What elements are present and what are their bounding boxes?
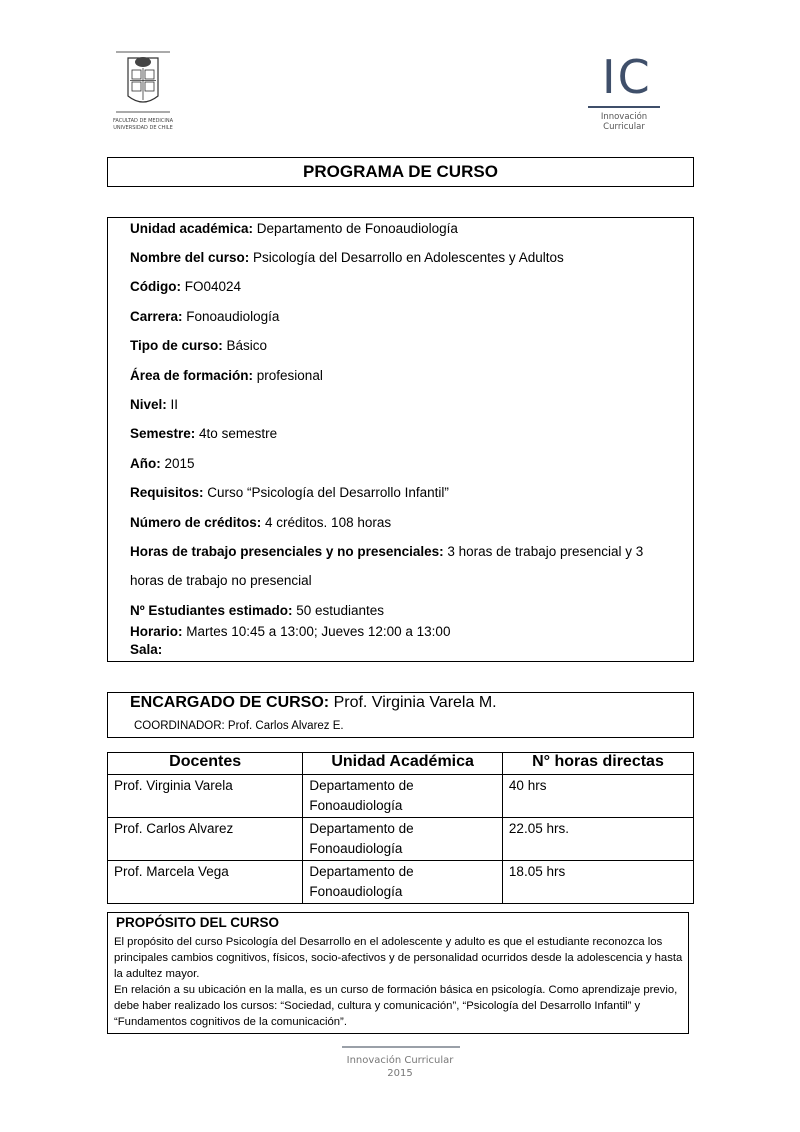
docente-horas: 18.05 hrs — [502, 861, 693, 904]
docente-name: Prof. Marcela Vega — [108, 861, 303, 904]
table-row — [108, 775, 694, 818]
docente-unidad: Departamento de Fonoaudiología — [303, 775, 503, 818]
proposito-paragraph-2: En relación a su ubicación en la malla, es un curso de formación básica en psicología. Como aprendizaje previo, debe haber realizado los cursos: “Sociedad, cultura y comunicación”, “Psicología del Desarrollo Infantil” y “Fundamentos cognitivos de la comunicación”. — [114, 984, 678, 1028]
info-unidad-value: Departamento de Fonoaudiología — [253, 221, 458, 236]
docente-horas: 22.05 hrs. — [502, 818, 693, 861]
ic-logo-icon: IC — [602, 50, 652, 104]
info-horas — [130, 544, 643, 559]
proposito-box — [107, 912, 689, 1034]
info-unidad — [130, 221, 458, 236]
info-estudiantes-value: 50 estudiantes — [292, 603, 385, 618]
proposito-title: PROPÓSITO DEL CURSO — [116, 915, 280, 930]
info-horario-label: Horario: — [130, 624, 183, 639]
info-sala — [130, 642, 162, 657]
ic-logo-text — [588, 112, 660, 132]
info-area-value: profesional — [253, 368, 323, 383]
encargado-box — [107, 692, 694, 738]
info-anio — [130, 456, 195, 471]
info-horas-cont: horas de trabajo no presencial — [130, 573, 312, 588]
info-horario — [130, 624, 450, 639]
page-title: PROGRAMA DE CURSO — [107, 157, 694, 187]
info-estudiantes-label: Nº Estudiantes estimado: — [130, 603, 293, 618]
encargado-value: Prof. Virginia Varela M. — [329, 694, 497, 711]
encargado — [130, 694, 497, 712]
info-codigo-label: Código: — [130, 279, 181, 294]
encargado-label: ENCARGADO DE CURSO: — [130, 694, 330, 711]
proposito-paragraph-1: El propósito del curso Psicología del Desarrollo en el adolescente y adulto es que el estudiante reconozca los principales cambios cognitivos, físicos, socio-afectivos y de personalidad ocurridos desde la adolescencia y hasta la adultez mayor. — [114, 936, 683, 980]
footer-line2: 2015 — [387, 1068, 413, 1079]
docente-unidad: Departamento de Fonoaudiología — [303, 861, 503, 904]
info-horas-value: 3 horas de trabajo presencial y 3 — [443, 544, 644, 559]
info-anio-value: 2015 — [160, 456, 195, 471]
info-nivel-value: II — [166, 397, 179, 412]
info-creditos — [130, 515, 391, 530]
info-creditos-value: 4 créditos. 108 horas — [261, 515, 392, 530]
info-horario-value: Martes 10:45 a 13:00; Jueves 12:00 a 13:00 — [182, 624, 451, 639]
footer-divider — [342, 1046, 460, 1048]
faculty-logo — [108, 48, 178, 140]
docente-unidad: Departamento de Fonoaudiología — [303, 818, 503, 861]
info-anio-label: Año: — [130, 456, 161, 471]
info-carrera-value: Fonoaudiología — [182, 309, 280, 324]
header-docentes: Docentes — [108, 753, 303, 775]
info-tipo — [130, 338, 267, 353]
info-nombre-value: Psicología del Desarrollo en Adolescentes y Adultos — [249, 250, 564, 265]
info-estudiantes — [130, 603, 384, 618]
table-row — [108, 818, 694, 861]
info-semestre-value: 4to semestre — [195, 426, 278, 441]
table-row — [108, 861, 694, 904]
info-codigo — [130, 279, 241, 294]
header-horas: N° horas directas — [502, 753, 693, 775]
proposito-text — [114, 934, 684, 1030]
faculty-name-line1: FACULTAD DE MEDICINA — [112, 118, 174, 124]
ic-logo-divider — [588, 106, 660, 108]
info-area-label: Área de formación: — [130, 368, 254, 383]
docente-name: Prof. Virginia Varela — [108, 775, 303, 818]
ic-logo-line2: Curricular — [603, 122, 645, 132]
course-info-box — [107, 217, 694, 662]
ic-logo — [588, 50, 668, 134]
docente-horas: 40 hrs — [502, 775, 693, 818]
info-semestre-label: Semestre: — [130, 426, 196, 441]
info-carrera — [130, 309, 279, 324]
info-creditos-label: Número de créditos: — [130, 515, 262, 530]
footer-text — [330, 1054, 470, 1080]
footer-logo — [330, 1046, 470, 1090]
info-nivel-label: Nivel: — [130, 397, 167, 412]
info-nivel — [130, 397, 178, 412]
info-unidad-label: Unidad académica: — [130, 221, 254, 236]
info-tipo-value: Básico — [222, 338, 268, 353]
info-requisitos-label: Requisitos: — [130, 485, 204, 500]
docente-name: Prof. Carlos Alvarez — [108, 818, 303, 861]
docentes-table — [107, 752, 694, 904]
info-horas-label: Horas de trabajo presenciales y no presenciales: — [130, 544, 444, 559]
header-unidad: Unidad Académica — [303, 753, 503, 775]
ic-logo-line1: Innovación — [600, 112, 648, 122]
info-nombre-label: Nombre del curso: — [130, 250, 250, 265]
info-sala-label: Sala: — [130, 642, 163, 657]
info-carrera-label: Carrera: — [130, 309, 183, 324]
info-nombre — [130, 250, 564, 265]
coordinador: COORDINADOR: Prof. Carlos Alvarez E. — [134, 720, 344, 732]
faculty-name-line2: UNIVERSIDAD DE CHILE — [113, 125, 173, 131]
faculty-crest-icon — [108, 48, 178, 120]
info-codigo-value: FO04024 — [180, 279, 242, 294]
info-area — [130, 368, 323, 383]
info-semestre — [130, 426, 277, 441]
info-tipo-label: Tipo de curso: — [130, 338, 223, 353]
footer-line1: Innovación Curricular — [346, 1055, 454, 1066]
table-header-row — [108, 753, 694, 775]
info-requisitos-value: Curso “Psicología del Desarrollo Infantil” — [203, 485, 449, 500]
info-requisitos — [130, 485, 449, 500]
